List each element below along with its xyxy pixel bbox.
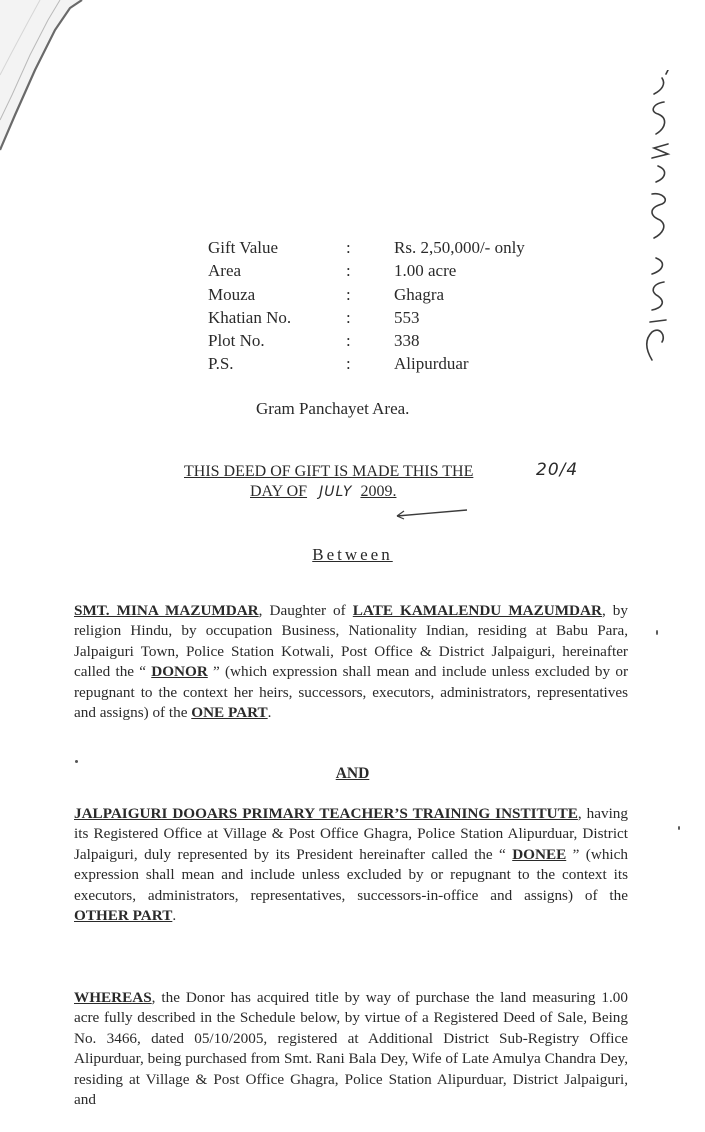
detail-value: 553 (394, 307, 420, 327)
whereas-lead: WHEREAS (74, 989, 152, 1006)
detail-colon: : (346, 238, 351, 257)
detail-row-gift-value (208, 236, 594, 259)
detail-label: Plot No. (208, 331, 265, 351)
detail-value: 1.00 acre (394, 261, 457, 281)
scan-speck (678, 826, 680, 830)
donor-role: DONOR (151, 663, 208, 681)
detail-colon: : (346, 261, 351, 281)
donor-text-1: , Daughter of (258, 602, 353, 619)
donee-name: JALPAIGURI DOOARS PRIMARY TEACHER’S TRAINING INSTITUTE (74, 805, 578, 822)
deed-heading-year: 2009. (360, 483, 397, 500)
donor-father: LATE KAMALENDU MAZUMDAR (352, 602, 602, 619)
deed-heading-line1: THIS DEED OF GIFT IS MADE THIS THE (184, 463, 474, 480)
scan-speck (656, 630, 658, 635)
signature-mark (632, 70, 692, 370)
deed-heading-day-of: DAY OF (250, 483, 308, 500)
detail-label: Gift Value (208, 238, 279, 257)
donor-text-2: , by religion Hindu, by occupation Business, Nationality Indian, residing at Babu Para, Jalpaiguri Town, Police Station Kotwali, Post Office & District Jalpaiguri, hereinafter called the “ (74, 602, 628, 681)
deed-heading (184, 462, 473, 502)
detail-value: Ghagra (394, 284, 445, 304)
detail-row-khatian (208, 306, 594, 329)
detail-value: Rs. 2,50,000/- only (394, 238, 525, 257)
whereas-text: , the Donor has acquired title by way of purchase the land measuring 1.00 acre fully described in the Schedule below, by virtue of a Registered Deed of Sale, Being No. 3466, dated 05/10/2005, registered at Additional District Sub-Registry Office Alipurduar, being purchased from Smt. Rani Bala Dey, Wife of Late Amulya Chandra Dey, residing at Village & Post Office Ghagra, Police Station Alipurduar, District Jalpaiguri, and (74, 989, 628, 1109)
page-fold-shadow (0, 0, 90, 160)
donee-text-3: . (172, 907, 177, 925)
pen-stroke (395, 504, 470, 520)
donee-part: OTHER PART (74, 907, 173, 925)
donor-paragraph (74, 601, 628, 723)
between-heading: Between (312, 545, 393, 564)
scan-speck (75, 760, 78, 763)
detail-label: Khatian No. (208, 307, 292, 327)
donee-paragraph (74, 804, 628, 926)
handwritten-date: 20/4 (536, 460, 579, 480)
detail-colon: : (346, 354, 351, 374)
detail-colon: : (346, 331, 351, 351)
detail-colon: : (346, 307, 351, 327)
area-note: Gram Panchayet Area. (256, 399, 410, 418)
whereas-paragraph (74, 988, 628, 1110)
detail-row-mouza (208, 283, 594, 306)
detail-row-plot (208, 329, 594, 352)
detail-value: Alipurduar (394, 354, 469, 374)
detail-row-ps (208, 352, 594, 375)
donee-text-1: , having its Registered Office at Village & Post Office Ghagra, Police Station Alipurduar, District Jalpaiguri, duly represented by its President hereinafter called the “ (74, 805, 628, 863)
detail-value: 338 (394, 331, 420, 351)
detail-colon: : (346, 284, 351, 304)
property-details (208, 236, 594, 376)
detail-row-area (208, 259, 594, 282)
donor-part: ONE PART (191, 704, 268, 722)
donee-role: DONEE (512, 845, 567, 863)
donor-text-4: . (267, 704, 272, 722)
and-heading: AND (335, 765, 370, 782)
donee-text-2: ” (which expression shall mean and include unless excluded by or repugnant to the context its executors, administrators, representatives, successors-in-office and assigns) of the (74, 845, 628, 904)
donor-text-3: ” (which expression shall mean and include unless excluded by or repugnant to the context her heirs, successors, executors, administrators, representatives and assigns) of the (74, 663, 628, 722)
donor-name: SMT. MINA MAZUMDAR (74, 602, 259, 619)
detail-label: Mouza (208, 284, 256, 304)
detail-label: Area (208, 261, 242, 281)
handwritten-month: JULY (319, 484, 353, 500)
detail-label: P.S. (208, 354, 234, 374)
deed-heading-line2 (184, 482, 473, 502)
